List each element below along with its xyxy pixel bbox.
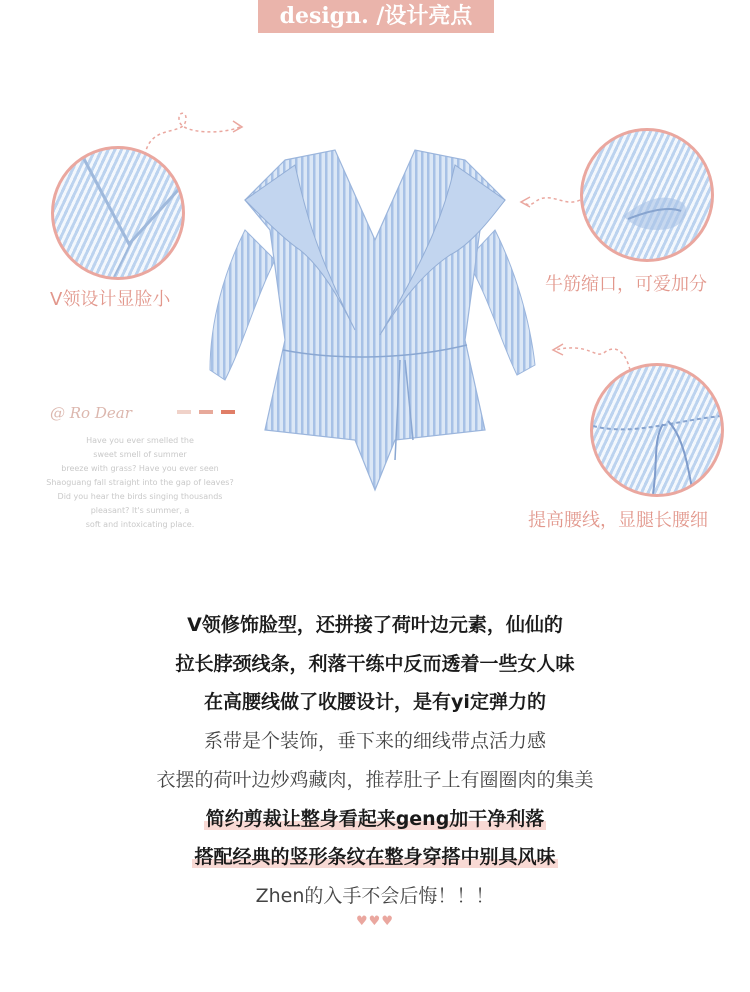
description-block	[0, 606, 750, 916]
section-banner: design. /设计亮点	[258, 0, 494, 33]
description-line-3: 在高腰线做了收腰设计，是有yi定弹力的	[204, 691, 546, 714]
color-swatch-3	[221, 410, 235, 414]
color-swatch-1	[177, 410, 191, 414]
hearts-icon: ♥♥♥	[356, 914, 394, 929]
description-line-1: V领修饰脸型，还拼接了荷叶边元素，仙仙的	[187, 614, 563, 636]
striped-blouse-image	[205, 140, 545, 500]
color-swatch-2	[199, 410, 213, 414]
poem-text: Have you ever smelled the sweet smell of summer breeze with grass? Have you ever seen Shaoguang fall straight into the gap of leaves? Did you hear the birds singing thousands pleasant? It's summer, a soft and intoxicating place.	[46, 436, 234, 529]
neckline-detail-image	[51, 146, 185, 280]
brand-signature: @ Ro Dear	[50, 404, 132, 422]
description-line-2: 拉长脖颈线条，利落干练中反而透着一些女人味	[175, 652, 575, 675]
description-line-6: 简约剪裁让整身看起来geng加干净利落	[205, 807, 545, 830]
description-line-8: Zhen的入手不会后悔！！！	[255, 884, 495, 907]
description-line-4: 系带是个装饰，垂下来的细线带点活力感	[203, 730, 546, 753]
description-line-7: 搭配经典的竖形条纹在整身穿搭中别具风味	[194, 846, 556, 869]
sleeve-detail-image	[580, 128, 714, 262]
sleeve-caption: 牛筋缩口，可爱加分	[545, 274, 707, 295]
waist-detail-image	[590, 363, 724, 497]
neck-caption: V领设计显脸小	[50, 289, 171, 310]
description-line-5: 衣摆的荷叶边炒鸡藏肉，推荐肚子上有圈圈肉的集美	[156, 768, 594, 791]
waist-caption: 提高腰线，显腿长腰细	[528, 510, 708, 531]
